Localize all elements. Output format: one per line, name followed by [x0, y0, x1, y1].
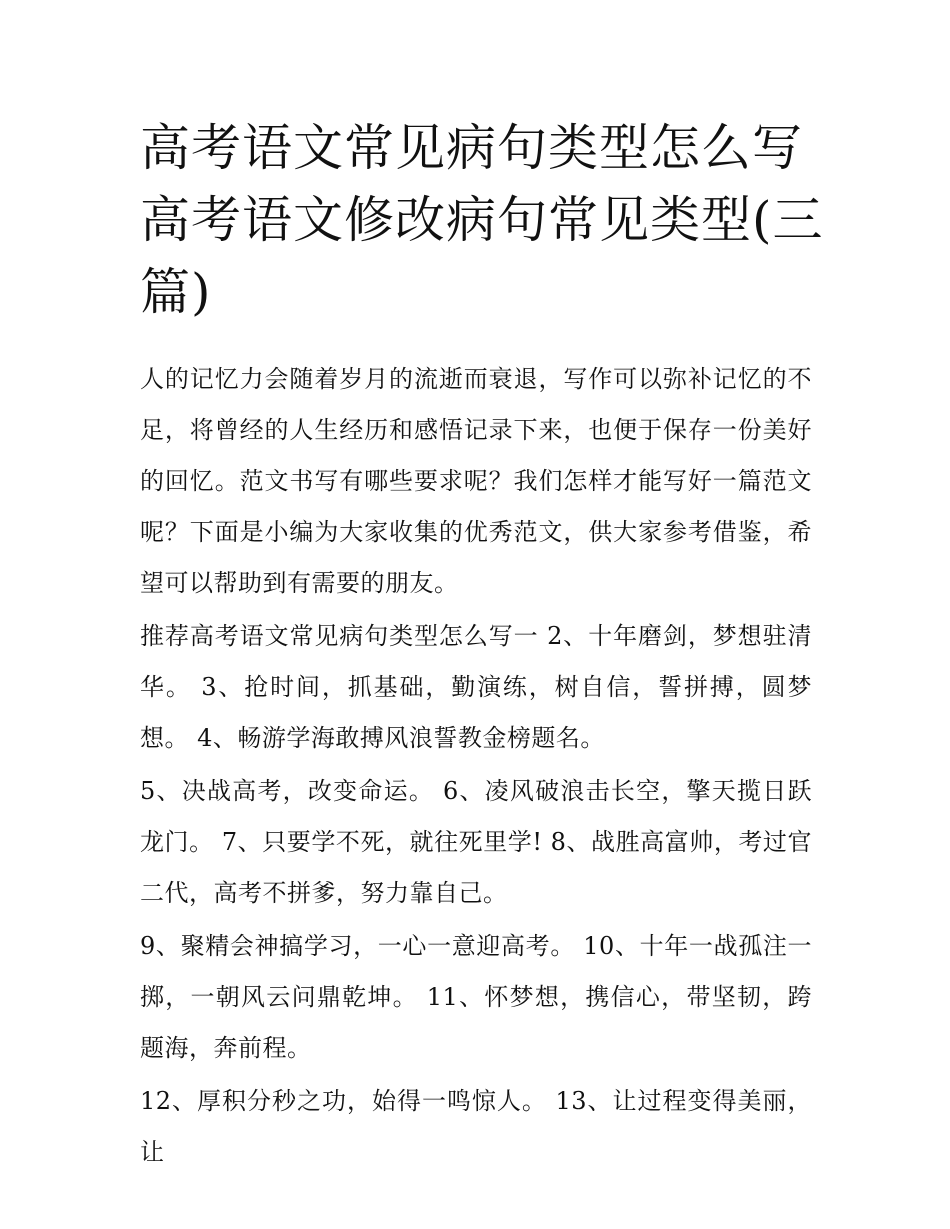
slogan-paragraph-4: 12、厚积分秒之功，始得一鸣惊人。 13、让过程变得美丽，让 [140, 1087, 812, 1166]
document-title [140, 112, 824, 328]
slogan-paragraph-1: 推荐高考语文常见病句类型怎么写一 2、十年磨剑，梦想驻清华。 3、抢时间，抓基础，勤演练，树自信，誓拼搏，圆梦想。 4、畅游学海敢搏风浪誓教金榜题名。 [140, 622, 812, 752]
slogan-paragraph-3: 9、聚精会神搞学习，一心一意迎高考。 10、十年一战孤注一掷，一朝风云问鼎乾坤。 11、怀梦想，携信心，带坚韧，跨题海，奔前程。 [140, 932, 812, 1062]
document-body [140, 354, 812, 1178]
document-page [140, 112, 824, 1180]
slogan-paragraph-2: 5、决战高考，改变命运。 6、凌风破浪击长空，擎天揽日跃龙门。 7、只要学不死，就往死里学! 8、战胜高富帅，考过官二代，高考不拼爹，努力靠自己。 [140, 777, 812, 907]
title-line-2: 高考语文修改病句常见类型(三 [140, 191, 824, 249]
intro-paragraph: 人的记忆力会随着岁月的流逝而衰退，写作可以弥补记忆的不足，将曾经的人生经历和感悟记录下来，也便于保存一份美好的回忆。范文书写有哪些要求呢？我们怎样才能写好一篇范文呢？下面是小编为大家收集的优秀范文，供大家参考借鉴，希望可以帮助到有需要的朋友。 [140, 365, 812, 597]
title-line-1: 高考语文常见病句类型怎么写 [140, 119, 803, 177]
title-line-3: 篇) [140, 263, 212, 321]
